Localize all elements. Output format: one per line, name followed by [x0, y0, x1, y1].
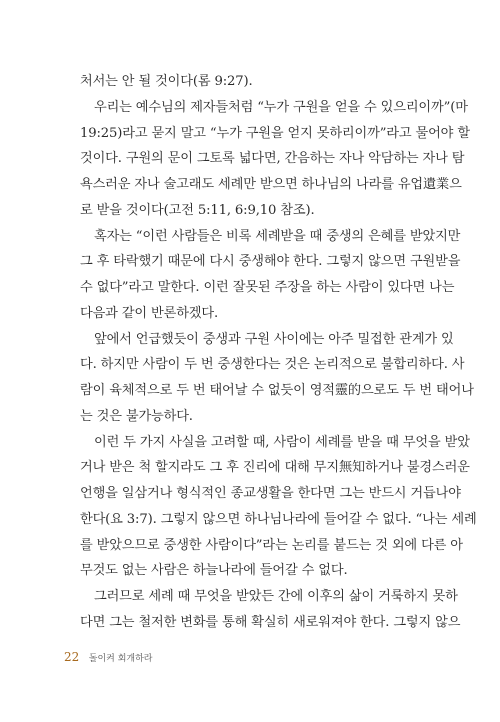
page-number: 22 — [64, 650, 80, 664]
text-line: 그 후 타락했기 때문에 다시 중생해야 한다. 그렇지 않으면 구원받을 — [80, 254, 461, 270]
text-line: 우리는 예수님의 제자들처럼 “누가 구원을 얻을 수 있으리이까”(마 — [94, 99, 468, 115]
text-line: 혹자는 “이런 사람들은 비록 세례받을 때 중생의 은혜를 받았지만 — [94, 228, 461, 244]
text-line: 는 것은 불가능하다. — [80, 408, 193, 424]
text-line: 19:25)라고 묻지 말고 “누가 구원을 얻지 못하리이까”라고 물어야 할 — [80, 125, 470, 141]
text-line: 를 받았으므로 중생한 사람이다”라는 논리를 붙드는 것 외에 다른 아 — [80, 537, 463, 553]
text-line: 다면 그는 철저한 변화를 통해 확실히 새로워져야 한다. 그렇지 않으 — [80, 614, 461, 630]
text-line: 다. 하지만 사람이 두 번 중생한다는 것은 논리적으로 불합리하다. 사 — [80, 357, 465, 373]
text-line: 람이 육체적으로 두 번 태어날 수 없듯이 영적靈的으로도 두 번 태어나 — [80, 383, 474, 398]
text-line: 로 받을 것이다(고전 5:11, 6:9,10 참조). — [80, 202, 315, 218]
text-line: 욕스러운 자나 술고래도 세례만 받으면 하나님의 나라를 유업遺業으 — [80, 177, 462, 192]
text-line: 앞에서 언급했듯이 중생과 구원 사이에는 아주 밀접한 관계가 있 — [94, 331, 454, 347]
text-line: 처서는 안 될 것이다(롬 9:27). — [80, 74, 253, 89]
text-line: 한다(요 3:7). 그렇지 않으면 하나님나라에 들어갈 수 없다. “나는 세례 — [80, 511, 477, 527]
text-line: 이런 두 가지 사실을 고려할 때, 사람이 세례를 받을 때 무엇을 받았 — [94, 434, 470, 450]
text-line: 수 없다”라고 말한다. 이런 잘못된 주장을 하는 사람이 있다면 나는 — [80, 280, 455, 295]
text-line: 다음과 같이 반론하겠다. — [80, 305, 219, 321]
text-line: 무것도 없는 사람은 하늘나라에 들어갈 수 없다. — [80, 563, 348, 579]
text-line: 거나 받은 척 할지라도 그 후 진리에 대해 무지無知하거나 불경스러운 — [80, 460, 470, 476]
text-line: 언행을 일삼거나 형식적인 종교생활을 한다면 그는 반드시 거듭나야 — [80, 486, 461, 501]
text-line: 그러므로 세례 때 무엇을 받았든 간에 이후의 삶이 거룩하지 못하 — [94, 589, 458, 604]
text-line: 것이다. 구원의 문이 그토록 넓다면, 간음하는 자나 악담하는 자나 탐 — [80, 151, 465, 167]
page-footer — [64, 650, 153, 664]
running-title: 돌이켜 회개하라 — [88, 654, 153, 664]
